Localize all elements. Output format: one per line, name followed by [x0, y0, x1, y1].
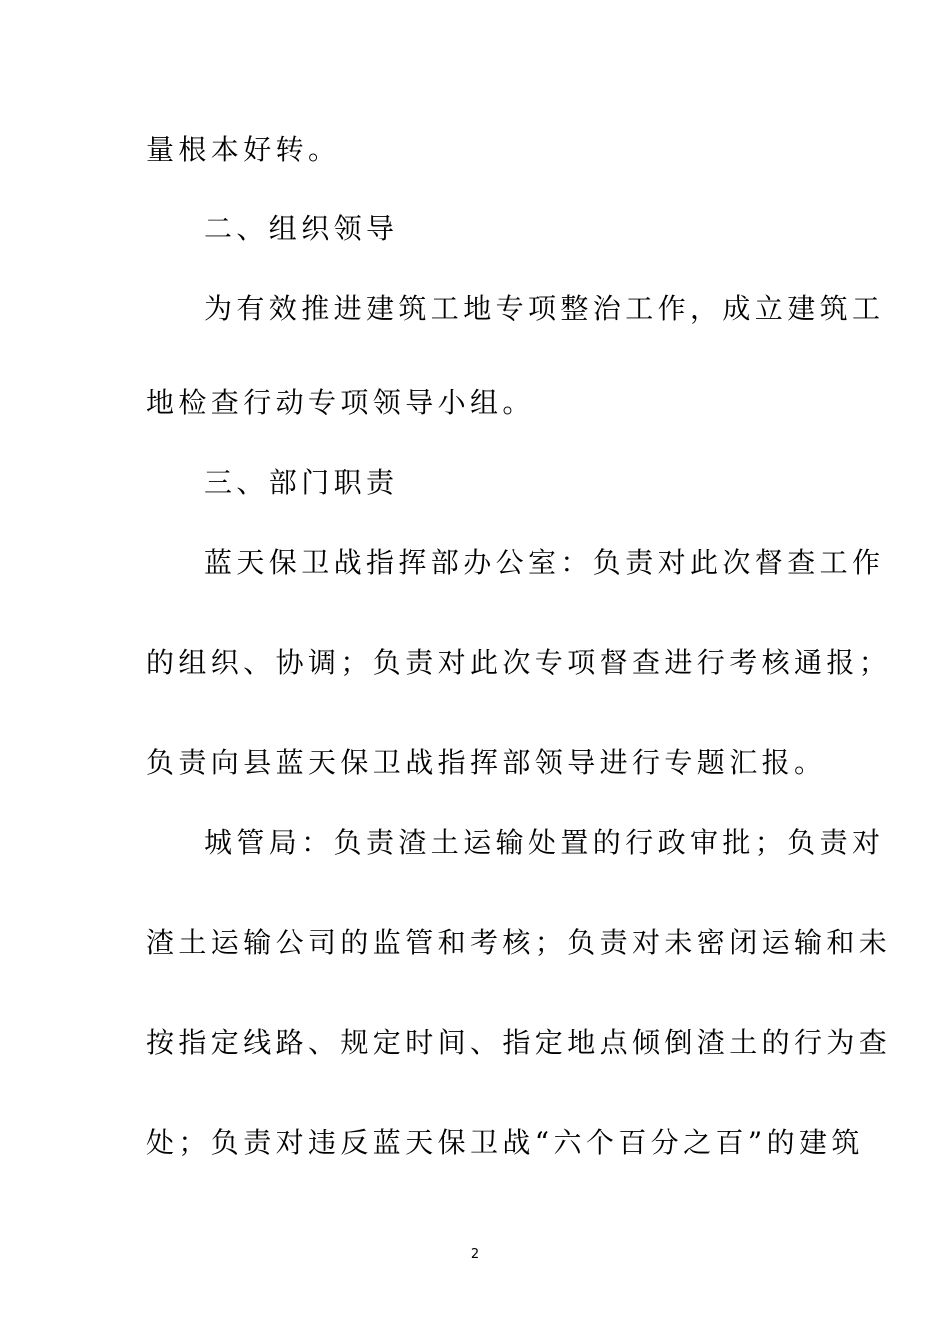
body-text-line: 量根本好转。: [146, 133, 341, 166]
body-text-line: 处；负责对违反蓝天保卫战“六个百分之百”的建筑: [146, 1126, 864, 1159]
section-heading-organization: 二、组织领导: [204, 212, 399, 245]
body-text-line: 的组织、协调；负责对此次专项督查进行考核通报；: [146, 646, 892, 679]
body-text-line: 城管局：负责渣土运输处置的行政审批；负责对: [204, 826, 885, 859]
body-text-line: 渣土运输公司的监管和考核；负责对未密闭运输和未: [146, 926, 892, 959]
body-text-line: 为有效推进建筑工地专项整治工作，成立建筑工: [204, 292, 885, 325]
body-text-line: 负责向县蓝天保卫战指挥部领导进行专题汇报。: [146, 746, 827, 779]
page-number: 2: [470, 1247, 480, 1262]
section-heading-responsibilities: 三、部门职责: [204, 466, 399, 499]
body-text-line: 蓝天保卫战指挥部办公室：负责对此次督查工作: [204, 546, 885, 579]
body-text-line: 按指定线路、规定时间、指定地点倾倒渣土的行为查: [146, 1026, 892, 1059]
body-text-line: 地检查行动专项领导小组。: [146, 386, 535, 419]
